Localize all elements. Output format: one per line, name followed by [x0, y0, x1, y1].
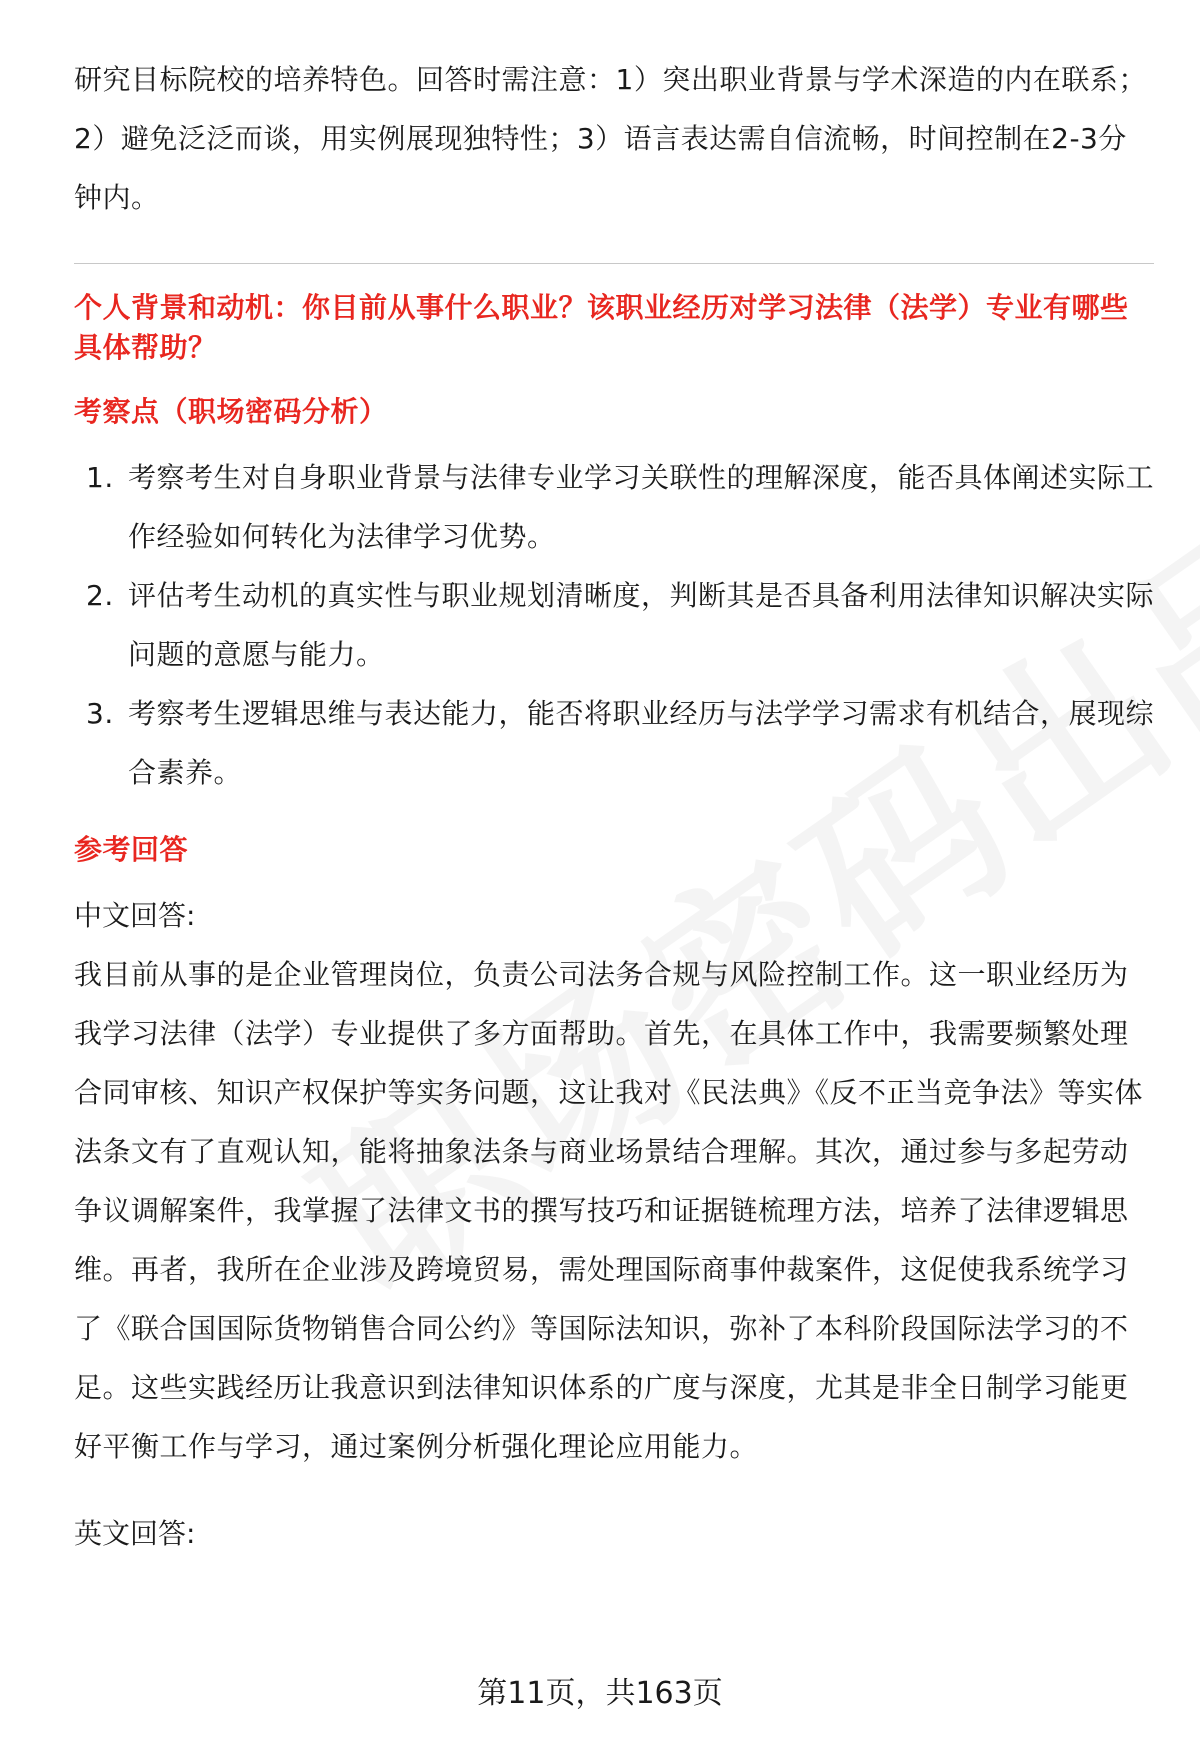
list-item-number: 1.	[86, 461, 114, 494]
list-item-number: 2.	[86, 579, 114, 612]
chinese-answer-label: 中文回答:	[74, 899, 196, 932]
chinese-answer-text: 我目前从事的是企业管理岗位，负责公司法务合规与风险控制工作。这一职业经历为我学习法律（法学）专业提供了多方面帮助。首先，在具体工作中，我需要频繁处理合同审核、知识产权保护等实务问题，这让我对《民法典》《反不正当竞争法》等实体法条文有了直观认知，能将抽象法条与商业场景结合理解。其次，通过参与多起劳动争议调解案件，我掌握了法律文书的撰写技巧和证据链梳理方法，培养了法律逻辑思维。再者，我所在企业涉及跨境贸易，需处理国际商事仲裁案件，这促使我系统学习了《联合国国际货物销售合同公约》等国际法知识，弥补了本科阶段国际法学习的不足。这些实践经历让我意识到法律知识体系的广度与深度，尤其是非全日制学习能更好平衡工作与学习，通过案例分析强化理论应用能力。	[74, 958, 1144, 1463]
page-content	[74, 50, 1154, 1563]
section-divider	[74, 263, 1154, 264]
question-heading: 个人背景和动机：你目前从事什么职业？该职业经历对学习法律（法学）专业有哪些具体帮助？	[74, 291, 1129, 364]
english-answer-label: 英文回答:	[74, 1517, 196, 1550]
points-title: 考察点（职场密码分析）	[74, 395, 388, 428]
list-item	[74, 448, 1154, 566]
list-item	[74, 684, 1154, 802]
list-item-text: 考察考生逻辑思维与表达能力，能否将职业经历与法学学习需求有机结合，展现综合素养。	[128, 697, 1155, 789]
page-footer: 第11页，共163页	[477, 1676, 723, 1711]
answer-title: 参考回答	[74, 833, 189, 866]
points-list	[74, 448, 1154, 802]
list-item-text: 考察考生对自身职业背景与法律专业学习关联性的理解深度，能否具体阐述实际工作经验如何转化为法律学习优势。	[128, 461, 1155, 553]
list-item-number: 3.	[86, 697, 114, 730]
list-item-text: 评估考生动机的真实性与职业规划清晰度，判断其是否具备利用法律知识解决实际问题的意愿与能力。	[128, 579, 1155, 671]
intro-paragraph: 研究目标院校的培养特色。回答时需注意：1）突出职业背景与学术深造的内在联系；2）避免泛泛而谈，用实例展现独特性；3）语言表达需自信流畅，时间控制在2-3分钟内。	[74, 63, 1147, 214]
list-item	[74, 566, 1154, 684]
